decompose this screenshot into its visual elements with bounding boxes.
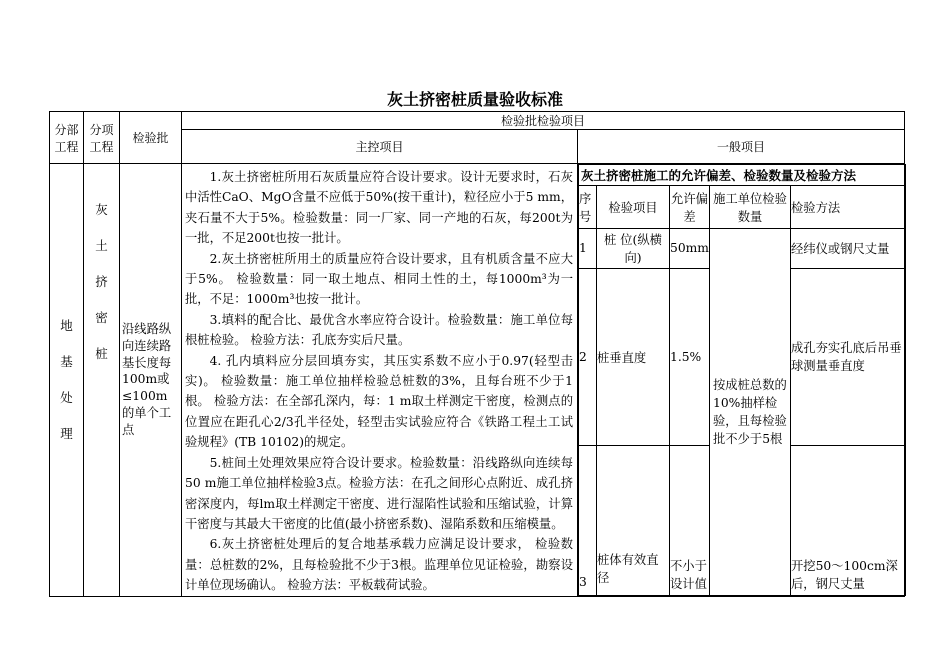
main-item-6: 6.灰土挤密桩处理后的复合地基承载力应满足设计要求， 检验数量：总桩数的2%，且每检验批不少于3根。监理单位见证检验，勘察设计单位现场确认。 检验方法：平板载荷试验。 xyxy=(185,537,573,593)
document-title: 灰土挤密桩质量验收标准 xyxy=(386,90,563,109)
division-cell: 地 基 处 理 xyxy=(50,164,84,597)
general-items-heading: 灰土挤密桩施工的允许偏差、检验数量及检验方法 xyxy=(579,165,906,186)
main-item-5: 5.桩间土处理效果应符合设计要求。检验数量：沿线路纵向连续每50 m施工单位抽样检验3点。检验方法：在孔之间形心点附近、成孔挤密深度内，每lm取土样测定干密度、进行湿陷性试验和压缩试验，计算干密度与其最大干密度的比值(最小挤密系数)、湿陷系数和压缩模量。 xyxy=(185,455,573,531)
col-header-no: 序号 xyxy=(579,186,597,229)
row-2-item: 桩垂直度 xyxy=(597,268,670,445)
row-3-item: 桩体有效直径 xyxy=(597,445,670,595)
subdivision-cell: 灰 土 挤 密 桩 xyxy=(84,164,120,597)
main-item-4: 4. 孔内填料应分层回填夯实，其压实系数不应小于0.97(轻型击实)。 检验数量：施工单位抽样检验总桩数的3%，且每台班不少于1根。 检验方法：在全部孔深内，每：1 m取土样测定干密度，检测点的位置应在距孔心2/3孔半径处，轻型击实试验应符合《铁路工程土工试验规程》(TB 10102)的规定。 xyxy=(185,353,573,450)
main-item-3: 3.填料的配合比、最优含水率应符合设计。检验数量：施工单位每根桩检验。 检验方法：孔底夯实后尺量。 xyxy=(185,312,573,348)
header-subdivision: 分项工程 xyxy=(84,112,120,164)
row-1-item: 桩 位(纵横向) xyxy=(597,229,670,269)
general-items-cell xyxy=(578,164,905,597)
row-1-method: 经纬仪或钢尺丈量 xyxy=(791,229,906,269)
row-1-no: 1 xyxy=(579,229,597,269)
row-2-no: 2 xyxy=(579,268,597,445)
general-items-table xyxy=(578,164,906,596)
row-3-method: 开挖50～100cm深后，钢尺丈量 xyxy=(791,445,906,595)
row-3-tolerance: 不小于设计值 xyxy=(670,445,710,595)
main-control-items xyxy=(182,164,578,597)
header-lot-items: 检验批检验项目 xyxy=(182,112,905,130)
acceptance-standard-table xyxy=(49,111,905,597)
col-header-item: 检验项目 xyxy=(597,186,670,229)
row-2-tolerance: 1.5% xyxy=(670,268,710,445)
row-2-method: 成孔夯实孔底后吊垂球测量垂直度 xyxy=(791,268,906,445)
col-header-quantity: 施工单位检验数量 xyxy=(710,186,791,229)
header-division: 分部工程 xyxy=(50,112,84,164)
row-1-tolerance: 50mm xyxy=(670,229,710,269)
quantity-cell: 按成桩总数的10%抽样检验，且每检验批不少于5根 xyxy=(710,229,791,595)
main-item-1: 1.灰土挤密桩所用石灰质量应符合设计要求。设计无要求时，石灰中活性CaO、MgO含量不应低于50%(按干重计)，粒径应小于5 mm，夹石量不大于5%。检验数量：同一厂家、同一产地的石灰，每200t为一批，不足200t也按一批计。 xyxy=(185,170,573,246)
header-main-items: 主控项目 xyxy=(182,130,578,164)
inspection-lot-cell: 沿线路纵向连续路基长度每100m或≤100m的单个工点 xyxy=(120,164,182,597)
header-general-items: 一般项目 xyxy=(578,130,905,164)
main-item-2: 2.灰土挤密桩所用土的质量应符合设计要求，且有机质含量不应大于5%。 检验数量：同一取土地点、相同土性的土，每1000m³为一批，不足：1000m³也按一批计。 xyxy=(185,251,573,307)
col-header-tolerance: 允许偏差 xyxy=(670,186,710,229)
col-header-method: 检验方法 xyxy=(791,186,906,229)
header-lot: 检验批 xyxy=(120,112,182,164)
row-3-no: 3 xyxy=(579,445,597,595)
